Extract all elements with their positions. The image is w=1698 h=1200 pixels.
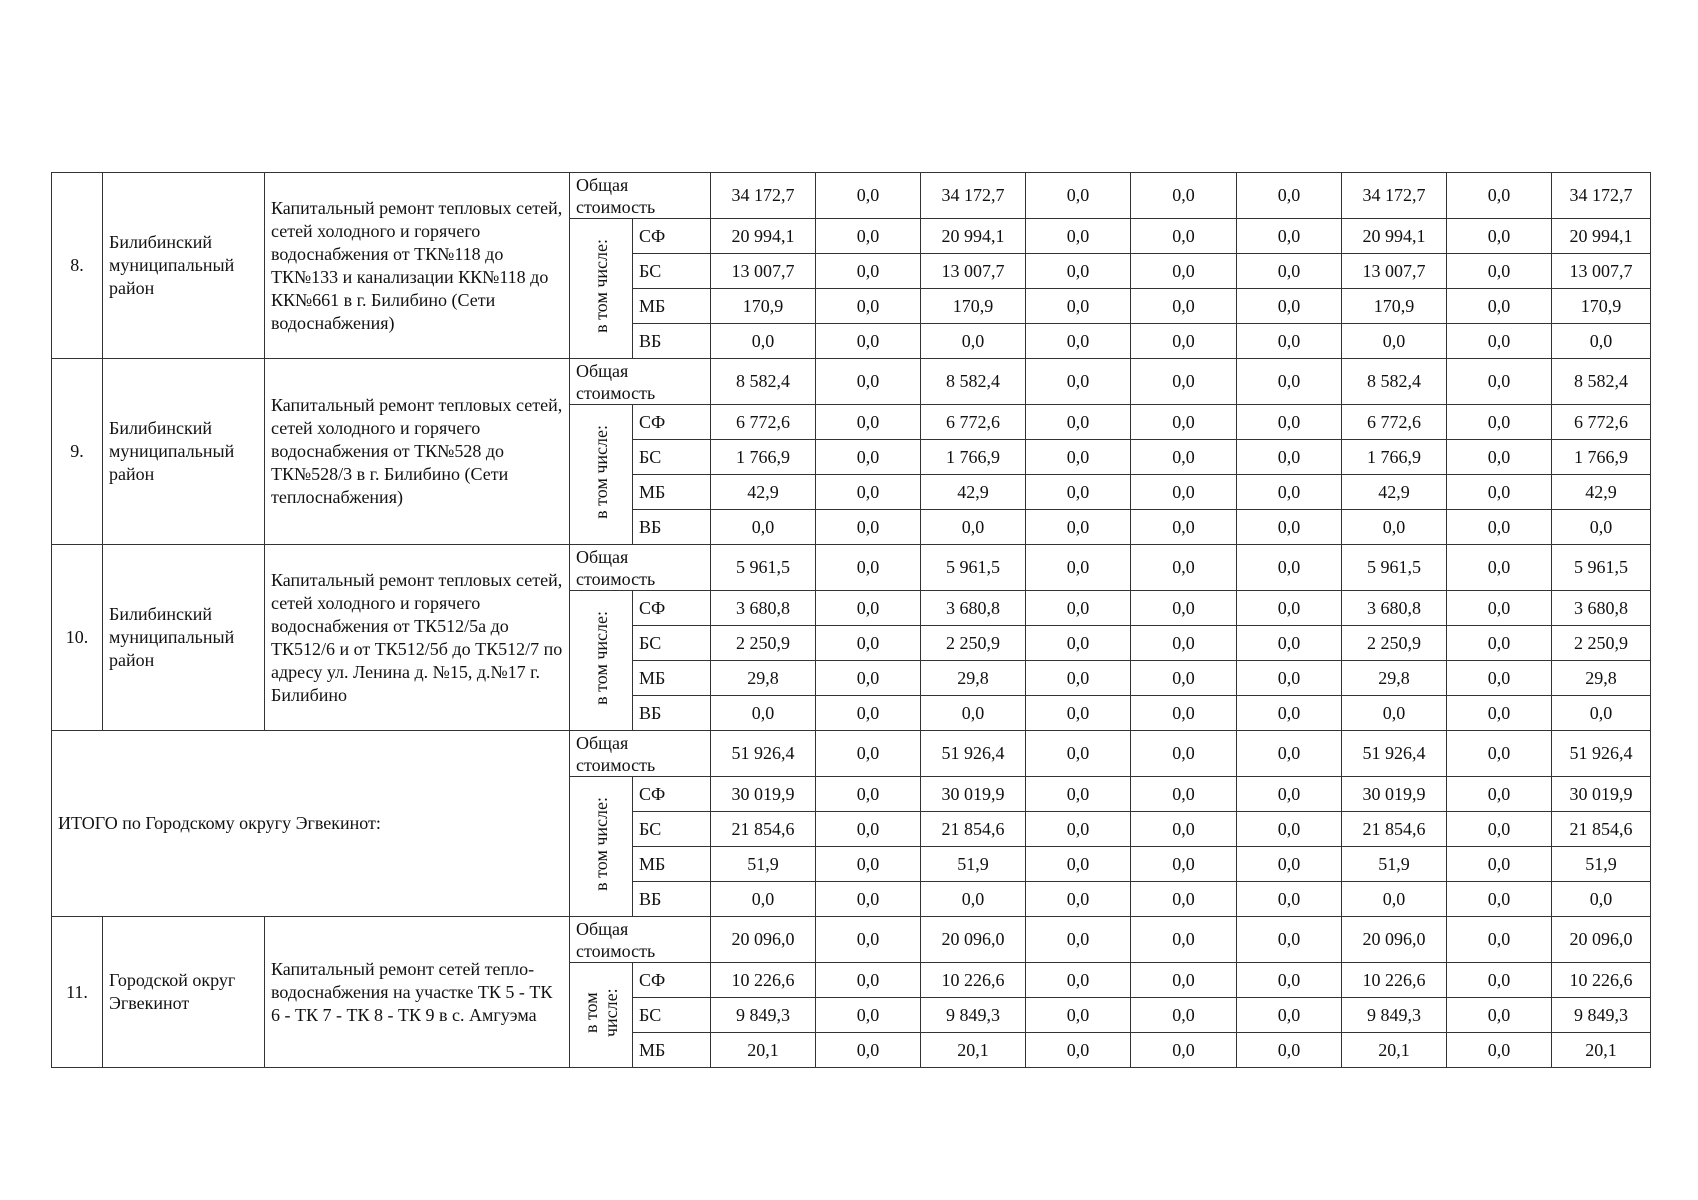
value-cell: 0,0 — [711, 324, 816, 359]
funding-source: БС — [633, 998, 711, 1033]
value-cell: 0,0 — [816, 289, 921, 324]
value-cell: 0,0 — [1237, 626, 1342, 661]
value-cell: 29,8 — [711, 661, 816, 696]
value-cell: 0,0 — [1026, 917, 1131, 963]
table-body — [52, 173, 1651, 1068]
value-cell: 170,9 — [1342, 289, 1447, 324]
value-cell: 51,9 — [921, 847, 1026, 882]
value-cell: 20,1 — [1552, 1033, 1651, 1068]
value-cell: 2 250,9 — [921, 626, 1026, 661]
value-cell: 0,0 — [816, 731, 921, 777]
value-cell: 0,0 — [1026, 812, 1131, 847]
including-label-cell — [570, 777, 633, 917]
funding-source: МБ — [633, 289, 711, 324]
value-cell: 0,0 — [1026, 591, 1131, 626]
value-cell: 0,0 — [816, 440, 921, 475]
value-cell: 0,0 — [1131, 812, 1237, 847]
value-cell: 20 096,0 — [921, 917, 1026, 963]
value-cell: 0,0 — [711, 510, 816, 545]
value-cell: 0,0 — [1237, 661, 1342, 696]
project-description: Капитальный ремонт тепловых сетей, сетей холодного и горячего водоснабжения от ТК512/5а до ТК512/6 и от ТК512/5б до ТК512/7 по адресу ул. Ленина д. №15, д.№17 г. Билибино — [265, 545, 570, 731]
value-cell: 0,0 — [1447, 963, 1552, 998]
value-cell: 0,0 — [1447, 917, 1552, 963]
value-cell: 10 226,6 — [711, 963, 816, 998]
value-cell: 9 849,3 — [1552, 998, 1651, 1033]
value-cell: 0,0 — [1237, 731, 1342, 777]
value-cell: 0,0 — [1131, 731, 1237, 777]
value-cell: 0,0 — [1447, 777, 1552, 812]
value-cell: 21 854,6 — [921, 812, 1026, 847]
value-cell: 0,0 — [1342, 324, 1447, 359]
value-cell: 5 961,5 — [1342, 545, 1447, 591]
project-description: Капитальный ремонт тепловых сетей, сетей холодного и горячего водоснабжения от ТК№528 до ТК№528/3 в г. Билибино (Сети теплоснабжения) — [265, 359, 570, 545]
value-cell: 0,0 — [921, 324, 1026, 359]
value-cell: 0,0 — [1237, 405, 1342, 440]
value-cell: 0,0 — [1026, 545, 1131, 591]
including-label: в том числе: — [591, 797, 611, 891]
value-cell: 0,0 — [1131, 591, 1237, 626]
value-cell: 13 007,7 — [1552, 254, 1651, 289]
value-cell: 0,0 — [1026, 661, 1131, 696]
value-cell: 0,0 — [1447, 289, 1552, 324]
value-cell: 0,0 — [1131, 289, 1237, 324]
value-cell: 8 582,4 — [1552, 359, 1651, 405]
funding-source: МБ — [633, 475, 711, 510]
value-cell: 0,0 — [1447, 661, 1552, 696]
funding-source: БС — [633, 626, 711, 661]
including-label-cell — [570, 963, 633, 1068]
value-cell: 0,0 — [1131, 324, 1237, 359]
general-cost-label: Общая стоимость — [570, 359, 711, 405]
value-cell: 3 680,8 — [1552, 591, 1651, 626]
value-cell: 0,0 — [1131, 661, 1237, 696]
funding-source: БС — [633, 440, 711, 475]
value-cell: 30 019,9 — [921, 777, 1026, 812]
value-cell: 42,9 — [1342, 475, 1447, 510]
value-cell: 20,1 — [711, 1033, 816, 1068]
value-cell: 0,0 — [1237, 289, 1342, 324]
value-cell: 0,0 — [816, 661, 921, 696]
value-cell: 0,0 — [1131, 963, 1237, 998]
value-cell: 0,0 — [921, 510, 1026, 545]
value-cell: 6 772,6 — [1552, 405, 1651, 440]
row-number: 8. — [52, 173, 103, 359]
value-cell: 170,9 — [921, 289, 1026, 324]
funding-source: БС — [633, 254, 711, 289]
value-cell: 0,0 — [816, 1033, 921, 1068]
region-name: Городской округ Эгвекинот — [103, 917, 265, 1068]
value-cell: 51,9 — [1342, 847, 1447, 882]
value-cell: 34 172,7 — [921, 173, 1026, 219]
including-label-cell — [570, 405, 633, 545]
value-cell: 0,0 — [1447, 545, 1552, 591]
including-label: в том числе: — [581, 988, 621, 1037]
value-cell: 21 854,6 — [1552, 812, 1651, 847]
value-cell: 6 772,6 — [711, 405, 816, 440]
value-cell: 20 096,0 — [1342, 917, 1447, 963]
block-row-general — [52, 731, 1651, 777]
value-cell: 0,0 — [1237, 591, 1342, 626]
value-cell: 51,9 — [1552, 847, 1651, 882]
block-row-general — [52, 173, 1651, 219]
general-cost-label: Общая стоимость — [570, 917, 711, 963]
value-cell: 29,8 — [921, 661, 1026, 696]
general-cost-label: Общая стоимость — [570, 731, 711, 777]
funding-source: ВБ — [633, 510, 711, 545]
value-cell: 0,0 — [1026, 963, 1131, 998]
project-description: Капитальный ремонт сетей тепло-водоснабжения на участке ТК 5 - ТК 6 - ТК 7 - ТК 8 - ТК 9 в с. Амгуэма — [265, 917, 570, 1068]
value-cell: 2 250,9 — [711, 626, 816, 661]
value-cell: 13 007,7 — [921, 254, 1026, 289]
general-cost-label: Общая стоимость — [570, 545, 711, 591]
value-cell: 20 096,0 — [1552, 917, 1651, 963]
value-cell: 0,0 — [1026, 1033, 1131, 1068]
value-cell: 0,0 — [1447, 475, 1552, 510]
value-cell: 0,0 — [1026, 510, 1131, 545]
value-cell: 1 766,9 — [921, 440, 1026, 475]
value-cell: 0,0 — [1237, 847, 1342, 882]
total-label: ИТОГО по Городскому округу Эгвекинот: — [52, 731, 570, 917]
value-cell: 0,0 — [1237, 359, 1342, 405]
region-name: Билибинский муниципальный район — [103, 545, 265, 731]
value-cell: 0,0 — [1026, 219, 1131, 254]
value-cell: 10 226,6 — [921, 963, 1026, 998]
funding-source: ВБ — [633, 696, 711, 731]
value-cell: 0,0 — [816, 324, 921, 359]
value-cell: 0,0 — [1026, 324, 1131, 359]
value-cell: 0,0 — [816, 998, 921, 1033]
value-cell: 0,0 — [816, 173, 921, 219]
value-cell: 0,0 — [1342, 696, 1447, 731]
value-cell: 13 007,7 — [711, 254, 816, 289]
value-cell: 10 226,6 — [1552, 963, 1651, 998]
value-cell: 0,0 — [1131, 1033, 1237, 1068]
value-cell: 0,0 — [816, 219, 921, 254]
including-label: в том числе: — [591, 239, 611, 333]
value-cell: 0,0 — [1447, 882, 1552, 917]
value-cell: 0,0 — [1026, 777, 1131, 812]
value-cell: 0,0 — [1131, 440, 1237, 475]
value-cell: 0,0 — [1026, 847, 1131, 882]
value-cell: 5 961,5 — [711, 545, 816, 591]
row-number: 10. — [52, 545, 103, 731]
value-cell: 0,0 — [816, 545, 921, 591]
value-cell: 20,1 — [921, 1033, 1026, 1068]
value-cell: 0,0 — [1237, 812, 1342, 847]
value-cell: 0,0 — [1026, 998, 1131, 1033]
funding-source: БС — [633, 812, 711, 847]
including-label-cell — [570, 591, 633, 731]
value-cell: 0,0 — [1447, 219, 1552, 254]
value-cell: 9 849,3 — [711, 998, 816, 1033]
funding-source: СФ — [633, 219, 711, 254]
region-name: Билибинский муниципальный район — [103, 359, 265, 545]
value-cell: 0,0 — [1342, 510, 1447, 545]
value-cell: 0,0 — [1237, 696, 1342, 731]
value-cell: 0,0 — [1237, 173, 1342, 219]
value-cell: 0,0 — [1026, 475, 1131, 510]
value-cell: 0,0 — [1026, 626, 1131, 661]
value-cell: 2 250,9 — [1552, 626, 1651, 661]
value-cell: 42,9 — [1552, 475, 1651, 510]
funding-source: МБ — [633, 847, 711, 882]
value-cell: 0,0 — [1342, 882, 1447, 917]
value-cell: 0,0 — [1447, 847, 1552, 882]
value-cell: 0,0 — [711, 882, 816, 917]
value-cell: 0,0 — [1552, 510, 1651, 545]
value-cell: 51 926,4 — [921, 731, 1026, 777]
value-cell: 0,0 — [816, 696, 921, 731]
value-cell: 0,0 — [816, 626, 921, 661]
value-cell: 0,0 — [1447, 254, 1552, 289]
value-cell: 2 250,9 — [1342, 626, 1447, 661]
value-cell: 0,0 — [1237, 510, 1342, 545]
value-cell: 0,0 — [1447, 626, 1552, 661]
value-cell: 30 019,9 — [711, 777, 816, 812]
value-cell: 0,0 — [1026, 173, 1131, 219]
value-cell: 0,0 — [1131, 510, 1237, 545]
value-cell: 0,0 — [711, 696, 816, 731]
value-cell: 0,0 — [1131, 847, 1237, 882]
value-cell: 1 766,9 — [711, 440, 816, 475]
value-cell: 6 772,6 — [1342, 405, 1447, 440]
value-cell: 9 849,3 — [921, 998, 1026, 1033]
value-cell: 6 772,6 — [921, 405, 1026, 440]
value-cell: 34 172,7 — [1342, 173, 1447, 219]
value-cell: 0,0 — [1131, 882, 1237, 917]
value-cell: 0,0 — [816, 847, 921, 882]
value-cell: 0,0 — [816, 917, 921, 963]
value-cell: 0,0 — [1131, 475, 1237, 510]
funding-source: СФ — [633, 777, 711, 812]
value-cell: 0,0 — [1447, 998, 1552, 1033]
value-cell: 0,0 — [816, 963, 921, 998]
block-row-general — [52, 917, 1651, 963]
value-cell: 0,0 — [1237, 254, 1342, 289]
value-cell: 0,0 — [1026, 359, 1131, 405]
value-cell: 21 854,6 — [711, 812, 816, 847]
block-row-general — [52, 359, 1651, 405]
funding-source: СФ — [633, 963, 711, 998]
value-cell: 29,8 — [1552, 661, 1651, 696]
value-cell: 5 961,5 — [921, 545, 1026, 591]
value-cell: 0,0 — [1447, 324, 1552, 359]
value-cell: 0,0 — [1447, 440, 1552, 475]
row-number: 9. — [52, 359, 103, 545]
region-name: Билибинский муниципальный район — [103, 173, 265, 359]
funding-source: СФ — [633, 591, 711, 626]
value-cell: 0,0 — [816, 882, 921, 917]
value-cell: 51,9 — [711, 847, 816, 882]
value-cell: 0,0 — [921, 882, 1026, 917]
value-cell: 0,0 — [1237, 1033, 1342, 1068]
funding-source: МБ — [633, 661, 711, 696]
value-cell: 20 994,1 — [1342, 219, 1447, 254]
value-cell: 10 226,6 — [1342, 963, 1447, 998]
funding-source: ВБ — [633, 882, 711, 917]
value-cell: 51 926,4 — [711, 731, 816, 777]
funding-source: ВБ — [633, 324, 711, 359]
value-cell: 3 680,8 — [711, 591, 816, 626]
value-cell: 0,0 — [816, 254, 921, 289]
value-cell: 30 019,9 — [1342, 777, 1447, 812]
value-cell: 0,0 — [1447, 359, 1552, 405]
row-number: 11. — [52, 917, 103, 1068]
value-cell: 21 854,6 — [1342, 812, 1447, 847]
project-description: Капитальный ремонт тепловых сетей, сетей холодного и горячего водоснабжения от ТК№118 до ТК№133 и канализации КК№118 до КК№661 в г. Билибино (Сети водоснабжения) — [265, 173, 570, 359]
value-cell: 34 172,7 — [711, 173, 816, 219]
value-cell: 0,0 — [921, 696, 1026, 731]
value-cell: 0,0 — [1552, 696, 1651, 731]
value-cell: 0,0 — [1447, 1033, 1552, 1068]
value-cell: 0,0 — [1552, 324, 1651, 359]
value-cell: 0,0 — [1552, 882, 1651, 917]
funding-source: МБ — [633, 1033, 711, 1068]
value-cell: 8 582,4 — [711, 359, 816, 405]
value-cell: 0,0 — [1447, 173, 1552, 219]
value-cell: 0,0 — [1131, 359, 1237, 405]
value-cell: 0,0 — [1131, 173, 1237, 219]
value-cell: 0,0 — [1131, 998, 1237, 1033]
value-cell: 0,0 — [1447, 696, 1552, 731]
block-row-general — [52, 545, 1651, 591]
value-cell: 0,0 — [816, 812, 921, 847]
funding-source: СФ — [633, 405, 711, 440]
value-cell: 3 680,8 — [1342, 591, 1447, 626]
value-cell: 0,0 — [1447, 591, 1552, 626]
including-label: в том числе: — [591, 611, 611, 705]
value-cell: 0,0 — [1026, 731, 1131, 777]
value-cell: 0,0 — [1237, 917, 1342, 963]
value-cell: 0,0 — [1447, 731, 1552, 777]
value-cell: 0,0 — [1026, 440, 1131, 475]
value-cell: 51 926,4 — [1552, 731, 1651, 777]
value-cell: 13 007,7 — [1342, 254, 1447, 289]
value-cell: 0,0 — [1447, 405, 1552, 440]
value-cell: 0,0 — [816, 359, 921, 405]
general-cost-label: Общая стоимость — [570, 173, 711, 219]
value-cell: 0,0 — [1026, 405, 1131, 440]
value-cell: 42,9 — [711, 475, 816, 510]
value-cell: 20 994,1 — [921, 219, 1026, 254]
value-cell: 0,0 — [1237, 475, 1342, 510]
value-cell: 5 961,5 — [1552, 545, 1651, 591]
value-cell: 0,0 — [816, 405, 921, 440]
value-cell: 20 994,1 — [1552, 219, 1651, 254]
value-cell: 20,1 — [1342, 1033, 1447, 1068]
value-cell: 0,0 — [1131, 219, 1237, 254]
value-cell: 0,0 — [1237, 963, 1342, 998]
value-cell: 0,0 — [1237, 219, 1342, 254]
value-cell: 0,0 — [1026, 289, 1131, 324]
value-cell: 0,0 — [1131, 545, 1237, 591]
value-cell: 34 172,7 — [1552, 173, 1651, 219]
value-cell: 1 766,9 — [1552, 440, 1651, 475]
value-cell: 51 926,4 — [1342, 731, 1447, 777]
value-cell: 0,0 — [1026, 696, 1131, 731]
value-cell: 30 019,9 — [1552, 777, 1651, 812]
budget-table — [51, 172, 1651, 1068]
value-cell: 0,0 — [1237, 882, 1342, 917]
value-cell: 0,0 — [1131, 254, 1237, 289]
including-label: в том числе: — [591, 425, 611, 519]
value-cell: 20 994,1 — [711, 219, 816, 254]
value-cell: 0,0 — [816, 475, 921, 510]
value-cell: 0,0 — [816, 510, 921, 545]
value-cell: 0,0 — [1447, 812, 1552, 847]
value-cell: 1 766,9 — [1342, 440, 1447, 475]
including-label-cell — [570, 219, 633, 359]
value-cell: 0,0 — [1026, 254, 1131, 289]
value-cell: 0,0 — [1131, 917, 1237, 963]
value-cell: 0,0 — [1237, 324, 1342, 359]
value-cell: 42,9 — [921, 475, 1026, 510]
value-cell: 0,0 — [1237, 545, 1342, 591]
value-cell: 0,0 — [1237, 998, 1342, 1033]
value-cell: 8 582,4 — [921, 359, 1026, 405]
value-cell: 9 849,3 — [1342, 998, 1447, 1033]
value-cell: 0,0 — [1026, 882, 1131, 917]
value-cell: 3 680,8 — [921, 591, 1026, 626]
value-cell: 0,0 — [1131, 777, 1237, 812]
value-cell: 170,9 — [711, 289, 816, 324]
value-cell: 0,0 — [816, 591, 921, 626]
value-cell: 0,0 — [1237, 440, 1342, 475]
value-cell: 0,0 — [1131, 626, 1237, 661]
value-cell: 0,0 — [1237, 777, 1342, 812]
value-cell: 0,0 — [1131, 696, 1237, 731]
value-cell: 0,0 — [1131, 405, 1237, 440]
value-cell: 170,9 — [1552, 289, 1651, 324]
value-cell: 8 582,4 — [1342, 359, 1447, 405]
value-cell: 20 096,0 — [711, 917, 816, 963]
value-cell: 0,0 — [1447, 510, 1552, 545]
value-cell: 0,0 — [816, 777, 921, 812]
value-cell: 29,8 — [1342, 661, 1447, 696]
